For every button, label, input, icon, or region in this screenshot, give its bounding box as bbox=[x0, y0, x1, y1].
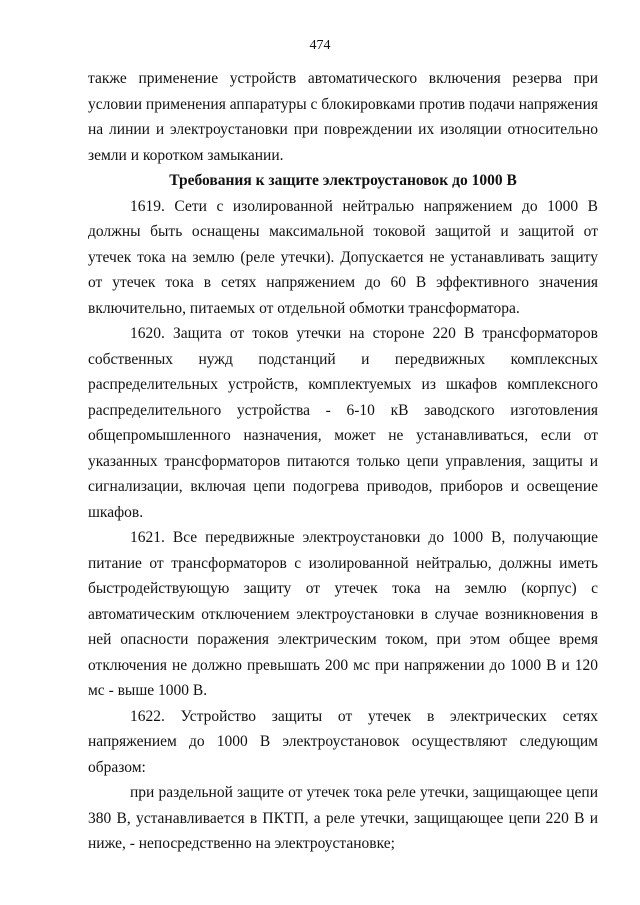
paragraph-1622-item: при раздельной защите от утечек тока реле утечки, защищающее цепи 380 В, устанавливается в ПКТП, а реле утечки, защищающее цепи 220 В и ниже, - непосредственно на электроустановке; bbox=[88, 784, 598, 852]
page-number: 474 bbox=[309, 38, 331, 53]
paragraph-1619: 1619. Сети с изолированной нейтралью напряжением до 1000 В должны быть оснащены максимальной токовой защитой и защитой от утечек тока на землю (реле утечки). Допускается не устанавливать защиту от утечек тока в сетях напряжением до 60 В эффективного значения включительно, питаемых от отдельной обмотки трансформатора. bbox=[88, 197, 598, 317]
paragraph-1620: 1620. Защита от токов утечки на стороне 220 В трансформаторов собственных нужд подстанций и передвижных комплексных распределительных устройств, комплектуемых из шкафов комплексного распределительного устройства - 6-10 кВ заводского изготовления общепромышленного назначения, может не устанавливаться, если от указанных трансформаторов питаются только цепи управления, защиты и сигнализации, включая цепи подогрева приводов, приборов и освещение шкафов. bbox=[88, 325, 598, 521]
paragraph-1622: 1622. Устройство защиты от утечек в электрических сетях напряжением до 1000 В электроустановок осуществляют следующим образом: bbox=[88, 707, 598, 776]
paragraph-1621: 1621. Все передвижные электроустановки до 1000 В, получающие питание от трансформаторов с изолированной нейтралью, должны иметь быстродействующую защиту от утечек тока на землю (корпус) с автоматическим отключением электроустановки в случае возникновения в ней опасности поражения электрическим током, при этом общее время отключения не должно превышать 200 мс при напряжении до 1000 В и 120 мс - выше 1000 В. bbox=[88, 529, 598, 699]
paragraph-continuation: также применение устройств автоматического включения резерва при условии применения аппаратуры с блокировками против подачи напряжения на линии и электроустановки при повреждении их изоляции относительно земли и коротком замыкании. bbox=[88, 70, 598, 164]
document-body bbox=[88, 66, 598, 857]
section-heading: Требования к защите электроустановок до 1000 В bbox=[169, 172, 517, 189]
